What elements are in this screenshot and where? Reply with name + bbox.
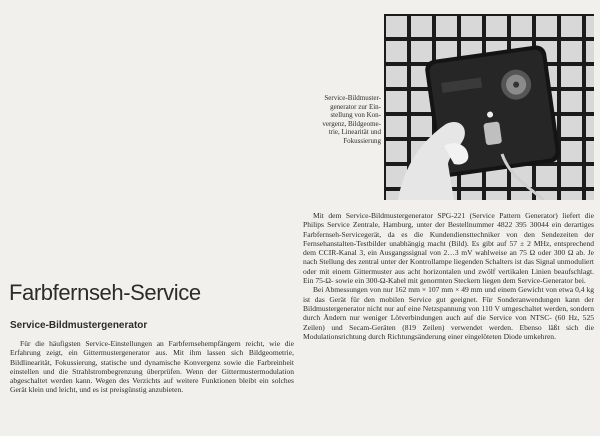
grid-cell — [561, 116, 582, 137]
grid-cell — [511, 191, 532, 200]
grid-cell — [486, 191, 507, 200]
grid-cell — [436, 16, 457, 37]
grid-cell — [461, 191, 482, 200]
photo-caption: Service-Bildmuster- generator zur Ein- stellung von Kon- vergenz, Bildgeome- trie, Linearität und Fokussierung — [322, 94, 381, 145]
grid-cell — [561, 141, 582, 162]
article-heading: Farbfernseh-Service — [9, 280, 201, 305]
grid-cell — [586, 16, 594, 37]
grid-cell — [386, 41, 407, 62]
left-paragraph: Für die häufigsten Service-Einstellungen an Farbfernsehempfängern reicht, wie die Erfahrung zeigt, ein Gittermustergenerator aus. Mit ihm lassen sich Bildgeometrie, Bildlinearität, Fokussierung, statische und dynamische Konvergenz sowie die Farbreinheit einstellen und die Strahlstrombegrenzung überprüfen. Wenn der Gittermustermodulation abgeschaltet werden kann. Wegen des Verzichts auf weitere Funktionen bleibt ein solches Gerät klein und leicht, und es ist preisgünstig anzubieten. — [10, 339, 294, 395]
right-paragraph-1: Mit dem Service-Bildmustergenerator SPG-221 (Service Pattern Generator) liefert die Philips Service Zentrale, Hamburg, unter der Bestellnummer 4822 395 30044 ein derartiges Farbfernseh-Servicegerät, da es die Kundendiensttechniker von den Sendezeiten der Fernsehanstalten-Testbilder unabhängig macht (Bild). Es gibt auf 57 ± 2 MHz, entsprechend dem CCIR-Kanal 3, ein Ausgangssignal von 2…3 mV wahlweise an 75 Ω oder 300 Ω ab. Je nach Stellung des zentral unter der Kontrollampe liegenden Schalters ist das Signal unmoduliert oder mit einem Gittermuster aus acht horizontalen und zwölf vertikalen Linien beaufschlagt. Ein 75-Ω- sowie ein 300-Ω-Kabel mit genormten Steckern liegen dem Service-Generator bei. — [303, 211, 594, 286]
grid-cell — [586, 41, 594, 62]
grid-cell — [561, 66, 582, 87]
grid-cell — [411, 41, 432, 62]
photo-graphic — [384, 14, 594, 200]
grid-cell — [586, 91, 594, 112]
grid-cell — [411, 16, 432, 37]
grid-cell — [386, 91, 407, 112]
grid-cell — [511, 16, 532, 37]
grid-cell — [411, 116, 432, 137]
grid-cell — [561, 91, 582, 112]
grid-cell — [586, 191, 594, 200]
grid-cell — [486, 16, 507, 37]
left-column-text — [10, 339, 294, 395]
grid-cell — [586, 66, 594, 87]
grid-cell — [386, 66, 407, 87]
grid-cell — [561, 16, 582, 37]
grid-cell — [586, 141, 594, 162]
article-subheading: Service-Bildmustergenerator — [10, 320, 148, 331]
grid-cell — [536, 166, 557, 187]
grid-cell — [561, 166, 582, 187]
grid-cell — [561, 41, 582, 62]
grid-cell — [586, 116, 594, 137]
pattern-generator-photo — [384, 14, 594, 200]
grid-cell — [561, 191, 582, 200]
right-paragraph-2: Bei Abmessungen von nur 162 mm × 107 mm × 49 mm und einem Gewicht von etwa 0,4 kg ist das Gerät für den mobilen Service gut geeignet. Für Sonderanwendungen kann der Bildmustergenerator nicht nur auf eine Netzspannung von 110 V umgeschaltet werden, sondern durch Ändern nur weniger Lötverbindungen auch auf die Service von NTSC- (60 Hz, 525 Zeilen) und Secam-Geräten (819 Zeilen) verwendet werden. Ebenso läßt sich die Modulationsrichtung durch Richtungsänderung einer eingelöteten Diode umkehren. — [303, 285, 594, 341]
grid-cell — [536, 16, 557, 37]
grid-cell — [461, 16, 482, 37]
grid-cell — [386, 141, 407, 162]
right-column-text — [303, 211, 594, 341]
grid-cell — [586, 166, 594, 187]
grid-cell — [386, 116, 407, 137]
grid-cell — [386, 16, 407, 37]
